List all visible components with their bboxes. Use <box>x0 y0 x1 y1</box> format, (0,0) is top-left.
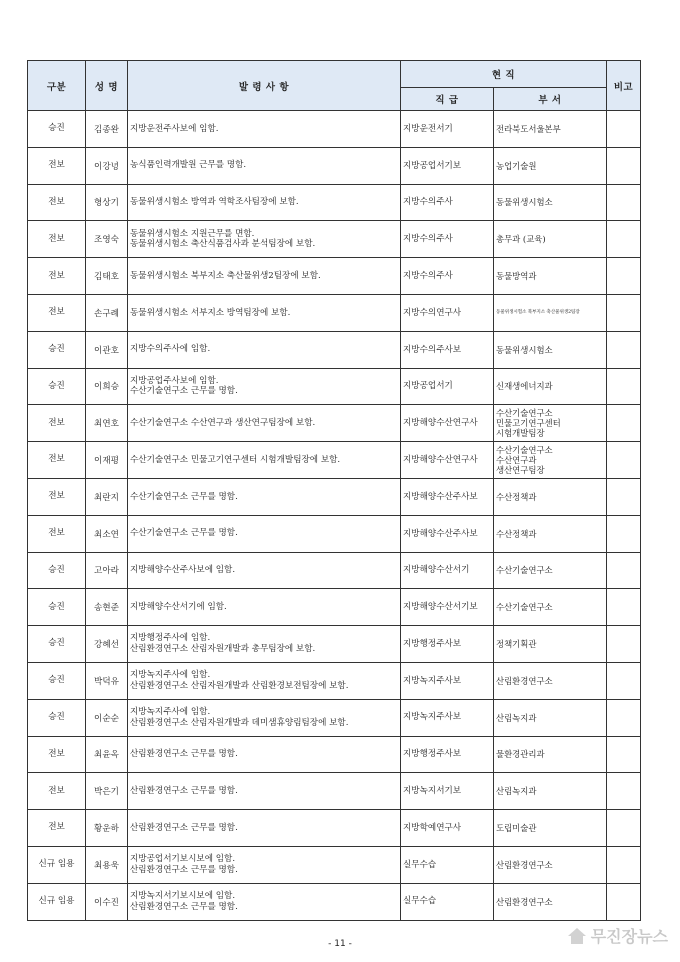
remarks-cell <box>607 221 641 258</box>
department-line: 수산기술연구소 <box>496 444 553 455</box>
house-icon <box>567 927 587 945</box>
remarks-cell <box>607 294 641 331</box>
category-cell: 전보 <box>28 773 86 810</box>
grade-cell: 지방녹지주사보 <box>401 699 494 736</box>
department-line: 동물방역과 <box>496 271 537 282</box>
name-cell: 김종완 <box>86 111 128 148</box>
grade-cell: 지방해양수산서기 <box>401 552 494 589</box>
remarks-cell <box>607 810 641 847</box>
name-cell: 이순순 <box>86 699 128 736</box>
category-cell: 승진 <box>28 552 86 589</box>
grade-cell: 지방운전서기 <box>401 111 494 148</box>
watermark <box>567 924 668 947</box>
remarks-cell <box>607 883 641 920</box>
department-cell <box>494 552 607 589</box>
order-cell <box>128 478 401 515</box>
order-cell <box>128 883 401 920</box>
order-line: 동물위생시험소 서부지소 방역팀장에 보함. <box>130 307 291 318</box>
order-line: 지방녹지서기보시보에 임함. <box>130 890 236 901</box>
order-line: 지방행정주사에 임함. <box>130 633 211 644</box>
grade-cell: 실무수습 <box>401 883 494 920</box>
category-cell: 승진 <box>28 589 86 626</box>
order-cell <box>128 368 401 405</box>
order-line: 수산기술연구소 근무를 명함. <box>130 386 238 397</box>
name-cell: 최용욱 <box>86 846 128 883</box>
category-cell: 전보 <box>28 442 86 479</box>
department-line: 산림환경연구소 <box>496 896 553 907</box>
department-cell <box>494 589 607 626</box>
grade-cell: 지방행정주사보 <box>401 736 494 773</box>
department-line: 산림녹지과 <box>496 786 537 797</box>
name-cell: 최소연 <box>86 515 128 552</box>
order-line: 산림환경연구소 산림자원개발과 데미샘휴양림팀장에 보함. <box>130 717 349 728</box>
order-line: 농식품인력개발원 근무를 명함. <box>130 160 247 171</box>
department-line: 민물고기연구센터 <box>496 418 561 429</box>
department-cell <box>494 810 607 847</box>
department-cell <box>494 147 607 184</box>
department-cell <box>494 405 607 442</box>
name-cell: 송현준 <box>86 589 128 626</box>
remarks-cell <box>607 699 641 736</box>
remarks-cell <box>607 846 641 883</box>
page-number: - 11 - <box>328 939 352 949</box>
order-line: 지방공업서기보시보에 임함. <box>130 854 236 865</box>
order-cell <box>128 552 401 589</box>
table-row <box>28 699 641 736</box>
table-row <box>28 405 641 442</box>
category-cell: 전보 <box>28 478 86 515</box>
name-cell: 최윤옥 <box>86 736 128 773</box>
name-cell: 고아라 <box>86 552 128 589</box>
category-cell: 전보 <box>28 184 86 221</box>
grade-cell: 지방해양수산연구사 <box>401 405 494 442</box>
table-row <box>28 515 641 552</box>
table-row <box>28 258 641 295</box>
order-line: 지방해양수산서기에 임함. <box>130 601 227 612</box>
department-line: 수산기술연구소 <box>496 565 553 576</box>
order-cell <box>128 442 401 479</box>
department-line: 물환경관리과 <box>496 749 545 760</box>
name-cell: 손구례 <box>86 294 128 331</box>
category-cell: 전보 <box>28 810 86 847</box>
table-row <box>28 589 641 626</box>
category-cell: 전보 <box>28 294 86 331</box>
department-cell <box>494 883 607 920</box>
department-line: 수산기술연구소 <box>496 408 553 419</box>
name-cell: 박덕유 <box>86 662 128 699</box>
name-cell: 박은기 <box>86 773 128 810</box>
order-cell <box>128 699 401 736</box>
department-cell <box>494 258 607 295</box>
grade-cell: 지방해양수산주사보 <box>401 515 494 552</box>
remarks-cell <box>607 147 641 184</box>
order-line: 수산기술연구소 근무를 명함. <box>130 528 238 539</box>
department-line: 총무과 (교육) <box>496 234 546 245</box>
grade-cell: 지방수의주사 <box>401 184 494 221</box>
order-cell <box>128 331 401 368</box>
department-line: 생산연구팀장 <box>496 465 545 476</box>
order-line: 산림환경연구소 근무를 명함. <box>130 864 238 875</box>
order-cell <box>128 589 401 626</box>
department-line: 수산기술연구소 <box>496 602 553 613</box>
department-line: 수산정책과 <box>496 491 537 502</box>
remarks-cell <box>607 662 641 699</box>
grade-cell: 지방공업서기 <box>401 368 494 405</box>
grade-cell: 지방해양수산연구사 <box>401 442 494 479</box>
order-cell <box>128 515 401 552</box>
category-cell: 신규 임용 <box>28 883 86 920</box>
remarks-cell <box>607 405 641 442</box>
remarks-cell <box>607 515 641 552</box>
name-cell: 조영숙 <box>86 221 128 258</box>
department-line: 산림환경연구소 <box>496 859 553 870</box>
table-body <box>28 111 641 921</box>
order-cell <box>128 294 401 331</box>
order-line: 산림환경연구소 근무를 명함. <box>130 822 238 833</box>
name-cell: 이강녕 <box>86 147 128 184</box>
order-line: 지방녹지주사에 임함. <box>130 706 211 717</box>
name-cell: 황운하 <box>86 810 128 847</box>
category-cell: 전보 <box>28 258 86 295</box>
header-order: 발 령 사 항 <box>128 61 401 111</box>
order-line: 산림환경연구소 근무를 명함. <box>130 901 238 912</box>
category-cell: 전보 <box>28 736 86 773</box>
department-line: 동물위생시험소 <box>496 197 553 208</box>
name-cell: 이관호 <box>86 331 128 368</box>
order-line: 지방녹지주사에 임함. <box>130 670 211 681</box>
category-cell: 승진 <box>28 699 86 736</box>
order-cell <box>128 147 401 184</box>
table-row <box>28 478 641 515</box>
order-line: 동물위생시험소 지원근무를 면함. <box>130 228 255 239</box>
order-line: 산림환경연구소 근무를 명함. <box>130 749 238 760</box>
grade-cell: 지방공업서기보 <box>401 147 494 184</box>
order-line: 지방운전주사보에 임함. <box>130 123 219 134</box>
category-cell: 승진 <box>28 331 86 368</box>
order-cell <box>128 221 401 258</box>
order-line: 동물위생시험소 방역과 역학조사팀장에 보함. <box>130 197 299 208</box>
table-row <box>28 368 641 405</box>
department-cell <box>494 368 607 405</box>
grade-cell: 지방해양수산주사보 <box>401 478 494 515</box>
watermark-text: 무진장뉴스 <box>590 927 668 946</box>
name-cell: 강혜선 <box>86 626 128 663</box>
order-line: 동물위생시험소 축산식품검사과 분석팀장에 보함. <box>130 239 316 250</box>
name-cell: 이재평 <box>86 442 128 479</box>
order-line: 산림환경연구소 근무를 명함. <box>130 785 238 796</box>
grade-cell: 지방수의주사보 <box>401 331 494 368</box>
order-line: 수산기술연구소 근무를 명함. <box>130 491 238 502</box>
order-line: 수산기술연구소 수산연구과 생산연구팀장에 보함. <box>130 417 316 428</box>
order-cell <box>128 184 401 221</box>
table-row <box>28 294 641 331</box>
order-line: 수산기술연구소 민물고기연구센터 시험개발팀장에 보함. <box>130 454 341 465</box>
order-line: 지방공업주사보에 임함. <box>130 375 219 386</box>
department-line: 신재생에너지과 <box>496 381 553 392</box>
remarks-cell <box>607 331 641 368</box>
category-cell: 승진 <box>28 111 86 148</box>
category-cell: 승진 <box>28 662 86 699</box>
order-cell <box>128 773 401 810</box>
table-row <box>28 773 641 810</box>
grade-cell: 지방녹지서기보 <box>401 773 494 810</box>
name-cell: 김태호 <box>86 258 128 295</box>
header-current: 현 직 <box>401 61 607 88</box>
remarks-cell <box>607 258 641 295</box>
remarks-cell <box>607 478 641 515</box>
department-cell <box>494 221 607 258</box>
department-cell <box>494 184 607 221</box>
table-row <box>28 184 641 221</box>
department-line: 시험개발팀장 <box>496 428 545 439</box>
order-cell <box>128 111 401 148</box>
department-cell <box>494 699 607 736</box>
grade-cell: 지방행정주사보 <box>401 626 494 663</box>
category-cell: 전보 <box>28 515 86 552</box>
category-cell: 전보 <box>28 405 86 442</box>
remarks-cell <box>607 368 641 405</box>
remarks-cell <box>607 111 641 148</box>
category-cell: 전보 <box>28 147 86 184</box>
table-row <box>28 883 641 920</box>
grade-cell: 지방수의주사 <box>401 258 494 295</box>
order-cell <box>128 810 401 847</box>
department-cell <box>494 736 607 773</box>
department-cell <box>494 773 607 810</box>
order-cell <box>128 736 401 773</box>
name-cell: 최연호 <box>86 405 128 442</box>
order-line: 지방해양수산주사보에 임함. <box>130 565 236 576</box>
order-cell <box>128 258 401 295</box>
department-cell <box>494 478 607 515</box>
table-row <box>28 810 641 847</box>
order-line: 산림환경연구소 산림자원개발과 산림환경보전팀장에 보함. <box>130 680 349 691</box>
department-line: 도립미술관 <box>496 823 537 833</box>
department-cell <box>494 846 607 883</box>
department-line: 산림녹지과 <box>496 712 537 723</box>
remarks-cell <box>607 589 641 626</box>
department-cell <box>494 294 607 331</box>
department-cell <box>494 111 607 148</box>
category-cell: 신규 임용 <box>28 846 86 883</box>
department-line: 동물위생시험소 북부지소 축산물위생2팀장 <box>496 310 580 316</box>
department-line: 전라북도서울본부 <box>496 123 561 134</box>
remarks-cell <box>607 552 641 589</box>
header-remarks: 비고 <box>607 61 641 111</box>
grade-cell: 지방수의주사 <box>401 221 494 258</box>
header-department: 부 서 <box>494 88 607 111</box>
order-line: 산림환경연구소 산림자원개발과 총무팀장에 보함. <box>130 644 316 655</box>
personnel-table <box>27 60 641 921</box>
order-line: 지방수의주사에 임함. <box>130 344 211 355</box>
department-line: 수산연구과 <box>496 455 537 466</box>
header-category: 구분 <box>28 61 86 111</box>
table-row <box>28 846 641 883</box>
table-row <box>28 736 641 773</box>
order-cell <box>128 405 401 442</box>
order-cell <box>128 662 401 699</box>
table-row <box>28 111 641 148</box>
remarks-cell <box>607 442 641 479</box>
department-line: 동물위생시험소 <box>496 344 553 355</box>
remarks-cell <box>607 626 641 663</box>
department-line: 산림환경연구소 <box>496 675 553 686</box>
order-cell <box>128 626 401 663</box>
remarks-cell <box>607 184 641 221</box>
table-row <box>28 662 641 699</box>
category-cell: 전보 <box>28 221 86 258</box>
department-cell <box>494 662 607 699</box>
name-cell: 형상기 <box>86 184 128 221</box>
name-cell: 이희승 <box>86 368 128 405</box>
grade-cell: 실무수습 <box>401 846 494 883</box>
table-row <box>28 552 641 589</box>
grade-cell: 지방학예연구사 <box>401 810 494 847</box>
department-line: 농업기술원 <box>496 160 537 171</box>
category-cell: 승진 <box>28 368 86 405</box>
name-cell: 이수진 <box>86 883 128 920</box>
table-row <box>28 442 641 479</box>
order-cell <box>128 846 401 883</box>
category-cell: 승진 <box>28 626 86 663</box>
department-line: 정책기획관 <box>496 639 537 650</box>
header-grade: 직 급 <box>401 88 494 111</box>
department-cell <box>494 626 607 663</box>
order-line: 동물위생시험소 북부지소 축산물위생2팀장에 보함. <box>130 270 321 281</box>
table-row <box>28 626 641 663</box>
table-row <box>28 147 641 184</box>
department-cell <box>494 442 607 479</box>
department-cell <box>494 331 607 368</box>
table-row <box>28 331 641 368</box>
grade-cell: 지방녹지주사보 <box>401 662 494 699</box>
remarks-cell <box>607 773 641 810</box>
department-line: 수산정책과 <box>496 528 537 539</box>
header-name: 성 명 <box>86 61 128 111</box>
grade-cell: 지방해양수산서기보 <box>401 589 494 626</box>
table-row <box>28 221 641 258</box>
remarks-cell <box>607 736 641 773</box>
department-cell <box>494 515 607 552</box>
grade-cell: 지방수의연구사 <box>401 294 494 331</box>
name-cell: 최란지 <box>86 478 128 515</box>
